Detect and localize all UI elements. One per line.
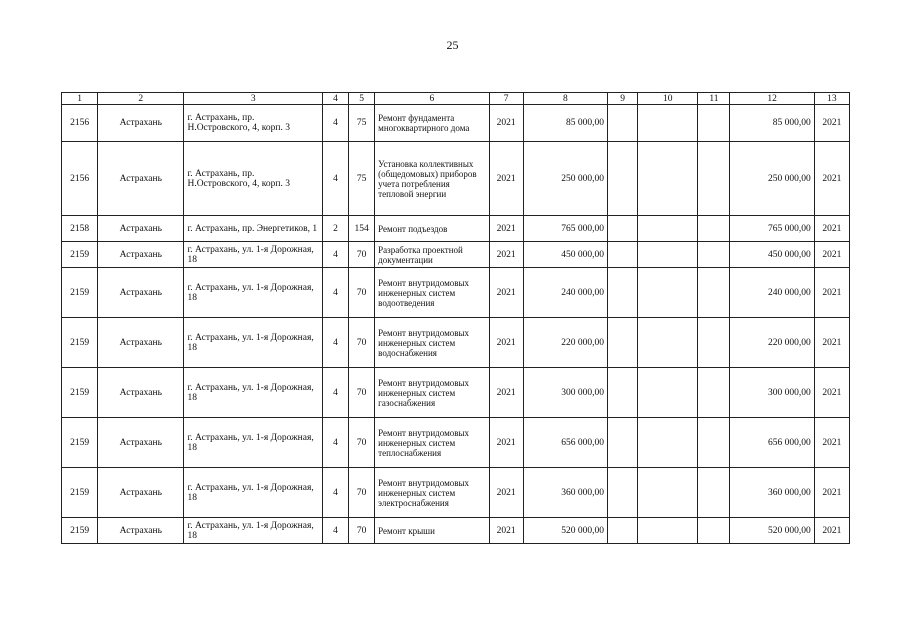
cell-year: 2021 [489,368,523,418]
column-number-12: 12 [730,93,814,105]
cell-col10 [638,216,698,242]
column-number-2: 2 [98,93,184,105]
cell-total-cost: 250 000,00 [523,142,607,216]
cell-col9 [608,142,638,216]
table-body [62,105,850,544]
cell-col9 [608,468,638,518]
cell-address: г. Астрахань, ул. 1-я Дорожная, 18 [184,418,323,468]
cell-total-cost: 240 000,00 [523,268,607,318]
cell-total-cost: 220 000,00 [523,318,607,368]
cell-col4: 4 [322,368,348,418]
cell-city: Астрахань [98,142,184,216]
cell-work-type: Ремонт внутридомовых инженерных систем теплоснабжения [375,418,489,468]
cell-address: г. Астрахань, ул. 1-я Дорожная, 18 [184,468,323,518]
cell-col4: 4 [322,468,348,518]
cell-col4: 4 [322,242,348,268]
cell-col13-year: 2021 [814,368,849,418]
table-row [62,418,850,468]
column-number-6: 6 [375,93,489,105]
cell-address: г. Астрахань, ул. 1-я Дорожная, 18 [184,518,323,544]
cell-col9 [608,242,638,268]
cell-col5: 70 [349,242,375,268]
cell-col12-amount: 360 000,00 [730,468,814,518]
cell-col13-year: 2021 [814,105,849,142]
column-number-5: 5 [349,93,375,105]
cell-col12-amount: 240 000,00 [730,268,814,318]
cell-city: Астрахань [98,242,184,268]
cell-col13-year: 2021 [814,216,849,242]
table-row [62,368,850,418]
cell-year: 2021 [489,518,523,544]
cell-number: 2159 [62,268,98,318]
cell-year: 2021 [489,216,523,242]
cell-total-cost: 520 000,00 [523,518,607,544]
cell-city: Астрахань [98,368,184,418]
cell-col4: 4 [322,418,348,468]
cell-work-type: Ремонт внутридомовых инженерных систем электроснабжения [375,468,489,518]
cell-col11 [698,368,730,418]
cell-col12-amount: 85 000,00 [730,105,814,142]
cell-work-type: Ремонт внутридомовых инженерных систем водоотведения [375,268,489,318]
cell-col5: 154 [349,216,375,242]
cell-col11 [698,268,730,318]
cell-total-cost: 765 000,00 [523,216,607,242]
cell-number: 2159 [62,242,98,268]
cell-col9 [608,368,638,418]
cell-col13-year: 2021 [814,318,849,368]
cell-col11 [698,142,730,216]
cell-year: 2021 [489,142,523,216]
column-number-7: 7 [489,93,523,105]
cell-col11 [698,216,730,242]
cell-col9 [608,216,638,242]
cell-col10 [638,318,698,368]
cell-col11 [698,318,730,368]
cell-col5: 70 [349,268,375,318]
cell-year: 2021 [489,418,523,468]
cell-city: Астрахань [98,468,184,518]
cell-col12-amount: 656 000,00 [730,418,814,468]
cell-city: Астрахань [98,418,184,468]
cell-col10 [638,105,698,142]
table-row [62,105,850,142]
cell-number: 2156 [62,142,98,216]
cell-col11 [698,242,730,268]
cell-number: 2158 [62,216,98,242]
cell-col10 [638,368,698,418]
cell-col5: 70 [349,418,375,468]
cell-year: 2021 [489,318,523,368]
cell-col13-year: 2021 [814,468,849,518]
cell-year: 2021 [489,468,523,518]
cell-col9 [608,318,638,368]
cell-col5: 75 [349,105,375,142]
cell-col4: 4 [322,142,348,216]
cell-col13-year: 2021 [814,418,849,468]
cell-address: г. Астрахань, пр. Н.Островского, 4, корп. 3 [184,105,323,142]
table-row [62,242,850,268]
cell-col4: 2 [322,216,348,242]
cell-work-type: Ремонт подъездов [375,216,489,242]
cell-total-cost: 656 000,00 [523,418,607,468]
column-number-13: 13 [814,93,849,105]
cell-col5: 70 [349,518,375,544]
page-number: 25 [446,38,459,52]
cell-col9 [608,418,638,468]
cell-city: Астрахань [98,216,184,242]
cell-total-cost: 450 000,00 [523,242,607,268]
column-number-1: 1 [62,93,98,105]
cell-year: 2021 [489,105,523,142]
cell-col10 [638,418,698,468]
cell-col13-year: 2021 [814,268,849,318]
cell-col5: 70 [349,318,375,368]
cell-col12-amount: 220 000,00 [730,318,814,368]
cell-col10 [638,242,698,268]
column-number-9: 9 [608,93,638,105]
cell-col5: 75 [349,142,375,216]
cell-col4: 4 [322,105,348,142]
cell-col4: 4 [322,518,348,544]
cell-work-type: Ремонт внутридомовых инженерных систем водоснабжения [375,318,489,368]
cell-col12-amount: 765 000,00 [730,216,814,242]
table-row [62,142,850,216]
cell-col13-year: 2021 [814,518,849,544]
cell-year: 2021 [489,242,523,268]
cell-address: г. Астрахань, пр. Энергетиков, 1 [184,216,323,242]
cell-number: 2159 [62,368,98,418]
cell-year: 2021 [489,268,523,318]
cell-col11 [698,518,730,544]
cell-number: 2156 [62,105,98,142]
cell-total-cost: 85 000,00 [523,105,607,142]
cell-work-type: Ремонт внутридомовых инженерных систем газоснабжения [375,368,489,418]
cell-number: 2159 [62,518,98,544]
column-number-4: 4 [322,93,348,105]
cell-city: Астрахань [98,268,184,318]
cell-col13-year: 2021 [814,242,849,268]
cell-col11 [698,468,730,518]
cell-city: Астрахань [98,105,184,142]
cell-col9 [608,518,638,544]
cell-col12-amount: 300 000,00 [730,368,814,418]
cell-number: 2159 [62,318,98,368]
cell-city: Астрахань [98,518,184,544]
cell-col10 [638,468,698,518]
column-number-8: 8 [523,93,607,105]
column-number-10: 10 [638,93,698,105]
cell-col5: 70 [349,368,375,418]
cell-col10 [638,268,698,318]
cell-col4: 4 [322,318,348,368]
cell-address: г. Астрахань, ул. 1-я Дорожная, 18 [184,368,323,418]
cell-col10 [638,518,698,544]
cell-col9 [608,268,638,318]
cell-col12-amount: 520 000,00 [730,518,814,544]
cell-total-cost: 300 000,00 [523,368,607,418]
cell-work-type: Установка коллективных (общедомовых) приборов учета потребления тепловой энергии [375,142,489,216]
table-row [62,468,850,518]
cell-col11 [698,418,730,468]
program-table [61,92,850,544]
cell-address: г. Астрахань, пр. Н.Островского, 4, корп. 3 [184,142,323,216]
cell-address: г. Астрахань, ул. 1-я Дорожная, 18 [184,318,323,368]
table-row [62,268,850,318]
cell-col4: 4 [322,268,348,318]
column-number-3: 3 [184,93,323,105]
cell-col11 [698,105,730,142]
cell-work-type: Ремонт крыши [375,518,489,544]
cell-total-cost: 360 000,00 [523,468,607,518]
cell-work-type: Ремонт фундамента многоквартирного дома [375,105,489,142]
cell-city: Астрахань [98,318,184,368]
cell-address: г. Астрахань, ул. 1-я Дорожная, 18 [184,268,323,318]
cell-col12-amount: 250 000,00 [730,142,814,216]
cell-number: 2159 [62,418,98,468]
table-row [62,318,850,368]
cell-col10 [638,142,698,216]
cell-col13-year: 2021 [814,142,849,216]
table-row [62,216,850,242]
table-row [62,518,850,544]
cell-col9 [608,105,638,142]
cell-col5: 70 [349,468,375,518]
column-number-row [62,93,850,105]
cell-number: 2159 [62,468,98,518]
cell-work-type: Разработка проектной документации [375,242,489,268]
cell-address: г. Астрахань, ул. 1-я Дорожная, 18 [184,242,323,268]
column-number-11: 11 [698,93,730,105]
cell-col12-amount: 450 000,00 [730,242,814,268]
